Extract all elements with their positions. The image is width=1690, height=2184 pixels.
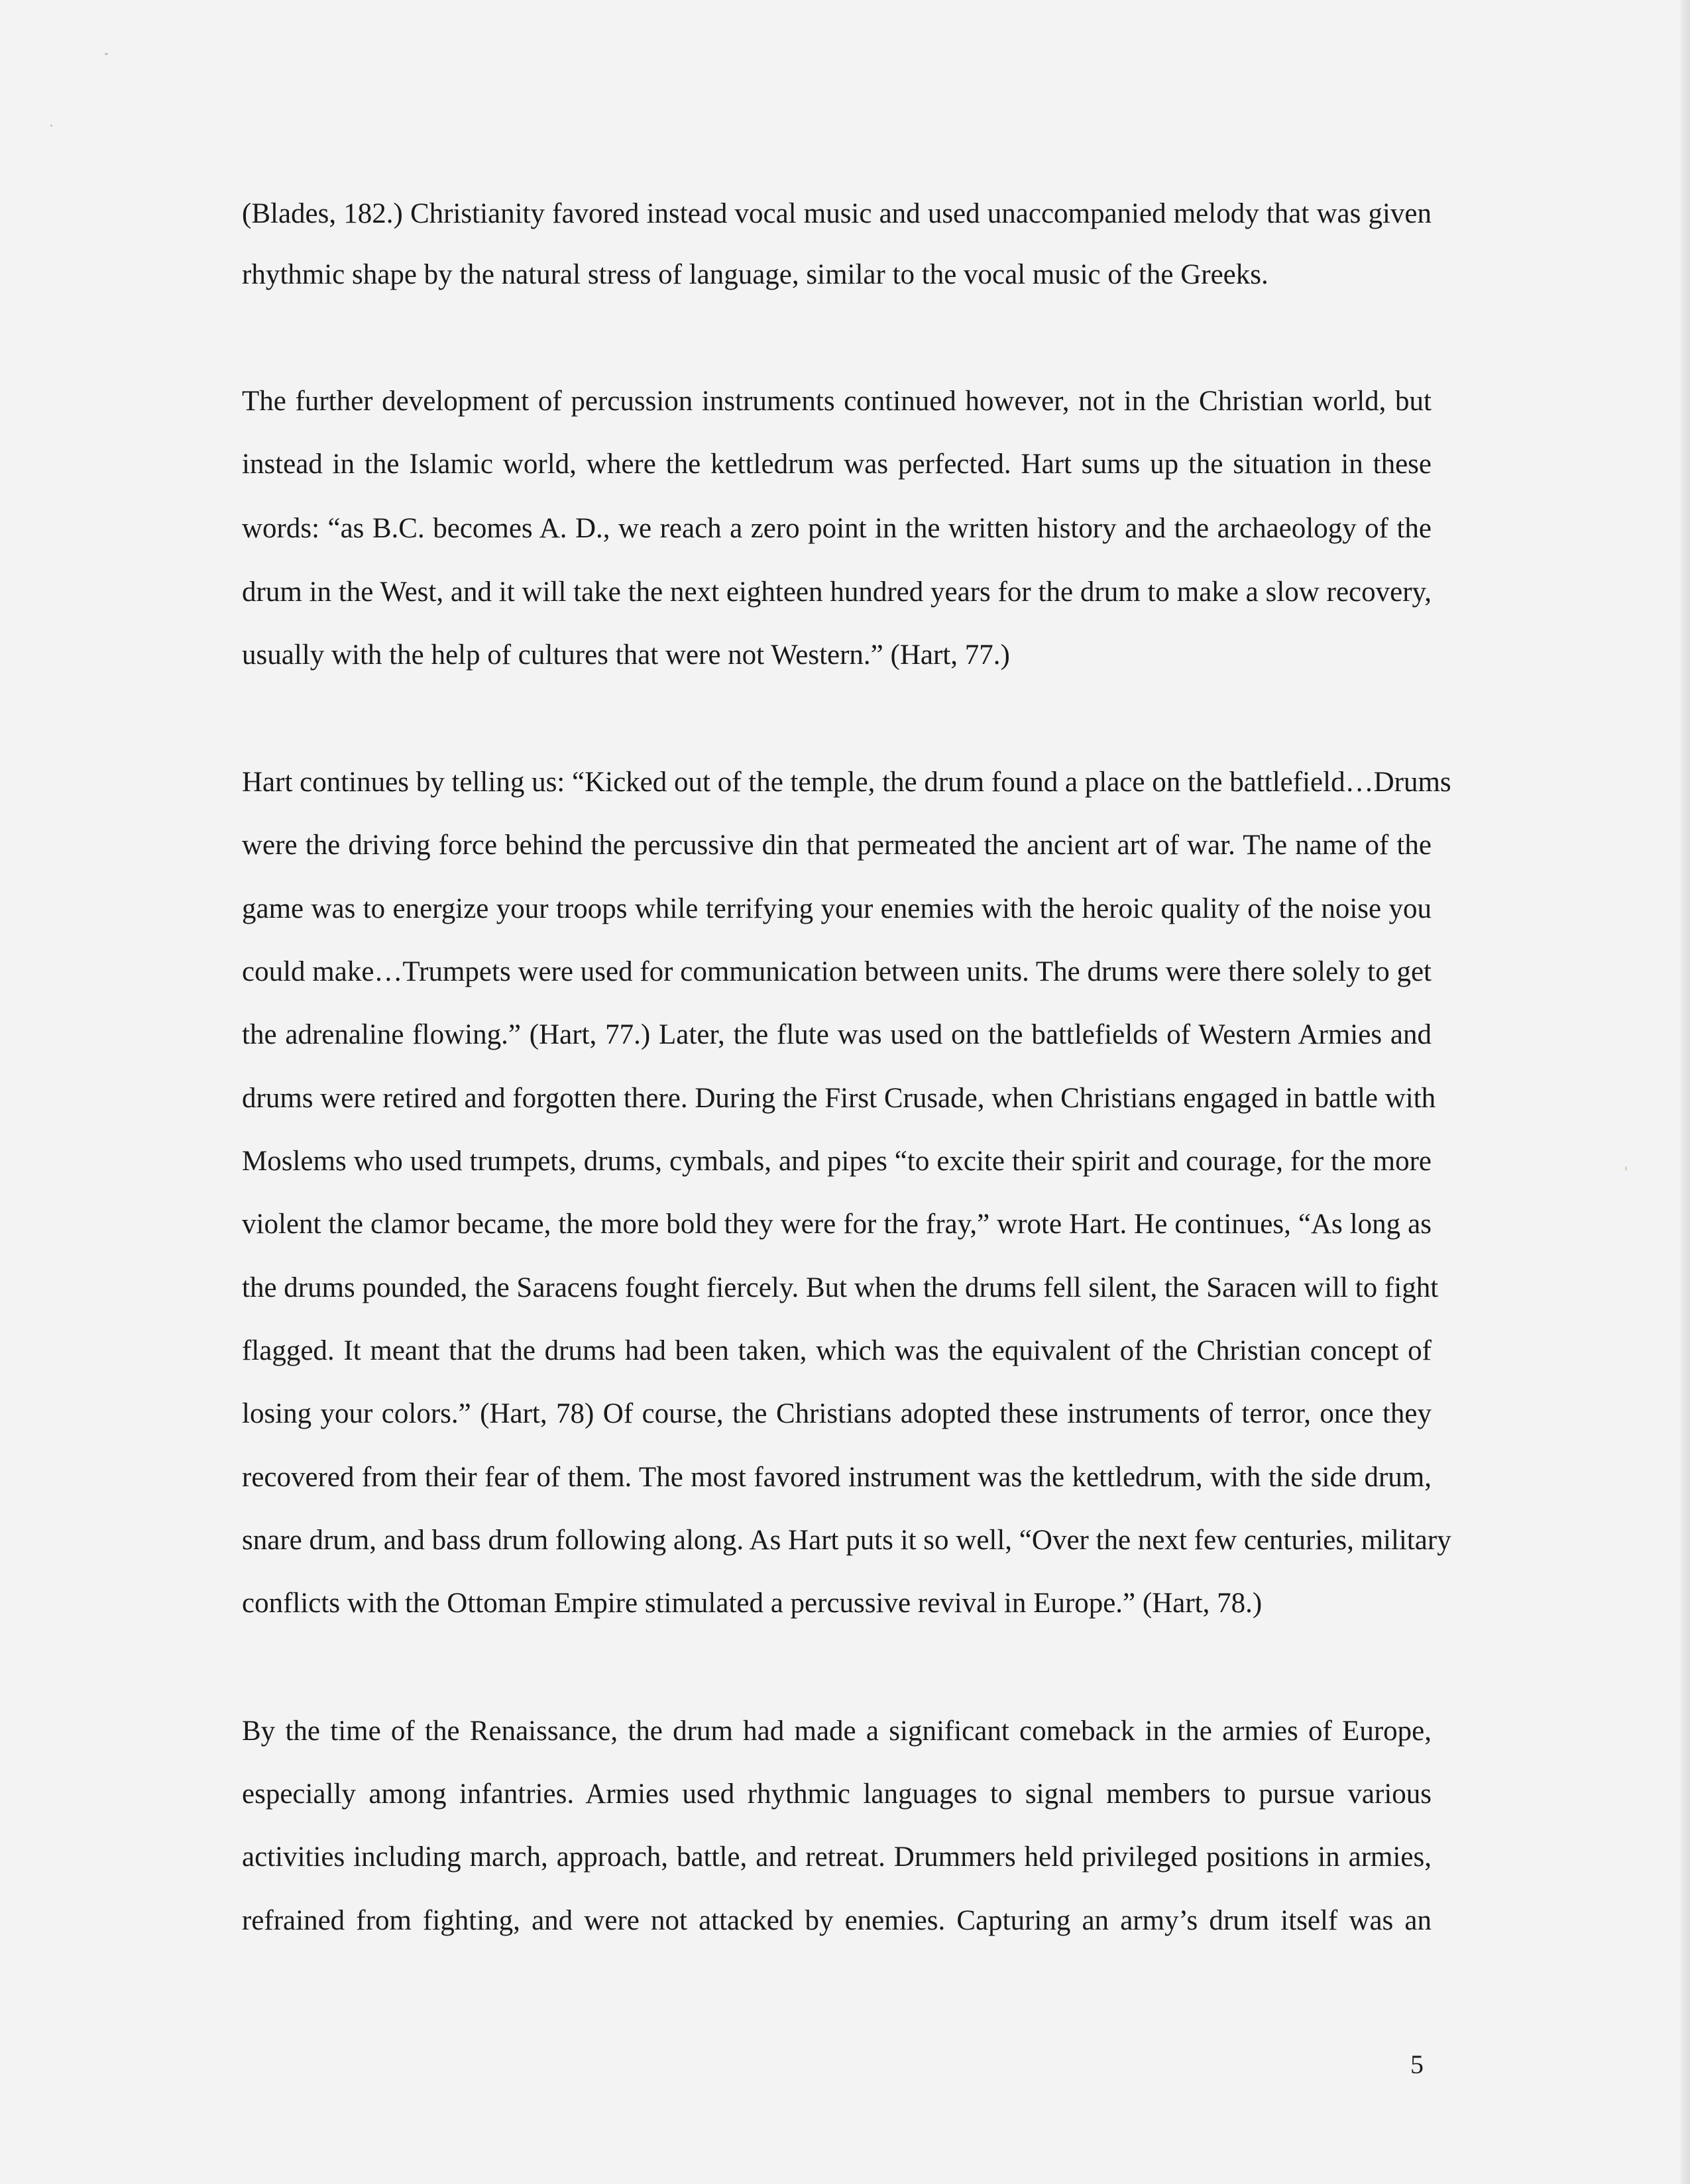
scan-speck [1625, 1166, 1627, 1171]
text-line: refrained from fighting, and were not attacked by enemies. Capturing an army’s drum itself was an [242, 1905, 1432, 1936]
text-line: activities including march, approach, battle, and retreat. Drummers held privileged positions in armies, [242, 1841, 1432, 1873]
text-line: Hart continues by telling us: “Kicked out of the temple, the drum found a place on the battlefield…Drums [242, 767, 1451, 798]
text-line: the adrenaline flowing.” (Hart, 77.) Later, the flute was used on the battlefields of Western Armies and [242, 1019, 1432, 1050]
page-number: 5 [1410, 2049, 1424, 2079]
text-line: especially among infantries. Armies used rhythmic languages to signal members to pursue various [242, 1778, 1432, 1810]
text-line: By the time of the Renaissance, the drum had made a significant comeback in the armies of Europe, [242, 1716, 1432, 1747]
text-line: Moslems who used trumpets, drums, cymbals, and pipes “to excite their spirit and courage, for the more [242, 1146, 1432, 1177]
text-line: usually with the help of cultures that were not Western.” (Hart, 77.) [242, 639, 1010, 671]
text-line: words: “as B.C. becomes A. D., we reach a zero point in the written history and the archaeology of the [242, 513, 1432, 544]
text-line: drum in the West, and it will take the next eighteen hundred years for the drum to make a slow recovery, [242, 576, 1432, 608]
text-line: losing your colors.” (Hart, 78) Of course, the Christians adopted these instruments of terror, once they [242, 1398, 1432, 1429]
text-line: violent the clamor became, the more bold they were for the fray,” wrote Hart. He continues, “As long as [242, 1209, 1432, 1240]
text-line: flagged. It meant that the drums had been taken, which was the equivalent of the Christian concept of [242, 1335, 1432, 1366]
text-line: the drums pounded, the Saracens fought fiercely. But when the drums fell silent, the Saracen will to fight [242, 1272, 1439, 1303]
text-line: drums were retired and forgotten there. During the First Crusade, when Christians engaged in battle with [242, 1083, 1436, 1114]
text-line: instead in the Islamic world, where the kettledrum was perfected. Hart sums up the situation in these [242, 449, 1432, 480]
scan-speck [50, 125, 52, 127]
text-line: could make…Trumpets were used for communication between units. The drums were there solely to get [242, 956, 1432, 987]
text-line: (Blades, 182.) Christianity favored instead vocal music and used unaccompanied melody that was given [242, 198, 1432, 229]
text-line: game was to energize your troops while terrifying your enemies with the heroic quality of the noise you [242, 893, 1432, 924]
text-line: rhythmic shape by the natural stress of language, similar to the vocal music of the Greeks. [242, 259, 1268, 290]
text-line: snare drum, and bass drum following along. As Hart puts it so well, “Over the next few centuries, military [242, 1525, 1451, 1556]
text-line: conflicts with the Ottoman Empire stimulated a percussive revival in Europe.” (Hart, 78.) [242, 1588, 1263, 1619]
text-line: The further development of percussion instruments continued however, not in the Christian world, but [242, 386, 1432, 417]
text-line: recovered from their fear of them. The most favored instrument was the kettledrum, with the side drum, [242, 1462, 1432, 1493]
scan-speck [105, 53, 108, 55]
page-edge-shadow [1681, 0, 1690, 2184]
text-line: were the driving force behind the percussive din that permeated the ancient art of war. The name of the [242, 830, 1432, 861]
